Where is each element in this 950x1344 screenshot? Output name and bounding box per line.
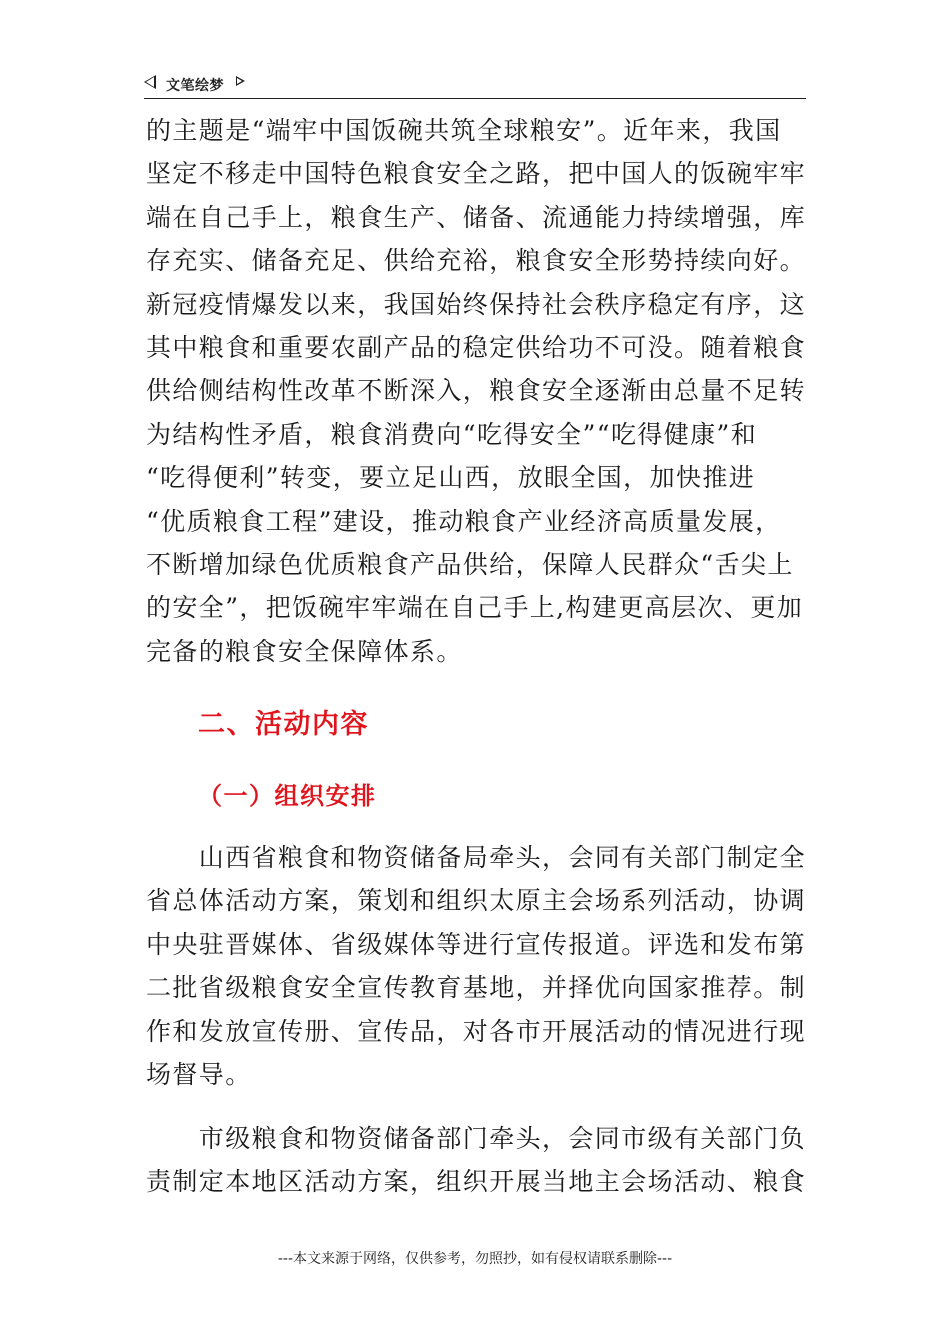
text-line: 的主题是“端牢中国饭碗共筑全球粮安”。近年来，我国 — [146, 116, 782, 145]
text-line: 山西省粮食和物资储备局牵头，会同有关部门制定全 — [146, 843, 807, 872]
text-line: 完备的粮食安全保障体系。 — [146, 636, 463, 666]
text-line: 供给侧结构性改革不断深入，粮食安全逐渐由总量不足转 — [146, 376, 807, 406]
subsection-heading: （一）组织安排 — [198, 782, 377, 810]
text-line: 中央驻晋媒体、省级媒体等进行宣传报道。评选和发布第 — [146, 929, 807, 959]
text-line: 省总体活动方案，策划和组织太原主会场系列活动，协调 — [146, 886, 807, 916]
paragraph-background — [146, 109, 807, 673]
text-line: 二批省级粮食安全宣传教育基地，并择优向国家推荐。制 — [146, 973, 807, 1003]
section-heading: 二、活动内容 — [198, 709, 369, 740]
page-header — [144, 72, 806, 99]
header-brand: 文笔绘梦 — [166, 78, 224, 94]
paragraph-organization — [146, 836, 807, 1096]
text-line: 场督导。 — [146, 1059, 252, 1089]
text-line: 其中粮食和重要农副产品的稳定供给功不可没。随着粮食 — [146, 332, 807, 362]
page-footer: ---本文来源于网络，仅供参考，勿照抄，如有侵权请联系删除--- — [277, 1251, 673, 1267]
triangle-right-icon — [236, 76, 245, 86]
text-line: 责制定本地区活动方案，组织开展当地主会场活动、粮食 — [146, 1167, 807, 1197]
triangle-left-icon — [144, 75, 156, 89]
text-line: 作和发放宣传册、宣传品，对各市开展活动的情况进行现 — [146, 1016, 807, 1046]
text-line: 的安全”，把饭碗牢牢端在自己手上,构建更高层次、更加 — [146, 593, 804, 623]
text-line: “优质粮食工程”建设，推动粮食产业经济高质量发展， — [146, 506, 782, 536]
text-line: 存充实、储备充足、供给充裕，粮食安全形势持续向好。 — [146, 246, 807, 276]
text-line: 不断增加绿色优质粮食产品供给，保障人民群众“舌尖上 — [146, 549, 794, 579]
text-line: 为结构性矛盾，粮食消费向“吃得安全”“吃得健康”和 — [146, 419, 758, 449]
text-line: 端在自己手上，粮食生产、储备、流通能力持续增强，库 — [146, 202, 807, 232]
text-line: 新冠疫情爆发以来，我国始终保持社会秩序稳定有序，这 — [146, 289, 807, 319]
paragraph-city-level — [146, 1117, 807, 1204]
text-line: 坚定不移走中国特色粮食安全之路，把中国人的饭碗牢牢 — [146, 159, 807, 189]
text-line: “吃得便利”转变，要立足山西，放眼全国，加快推进 — [146, 463, 756, 493]
text-line: 市级粮食和物资储备部门牵头，会同市级有关部门负 — [146, 1124, 807, 1153]
